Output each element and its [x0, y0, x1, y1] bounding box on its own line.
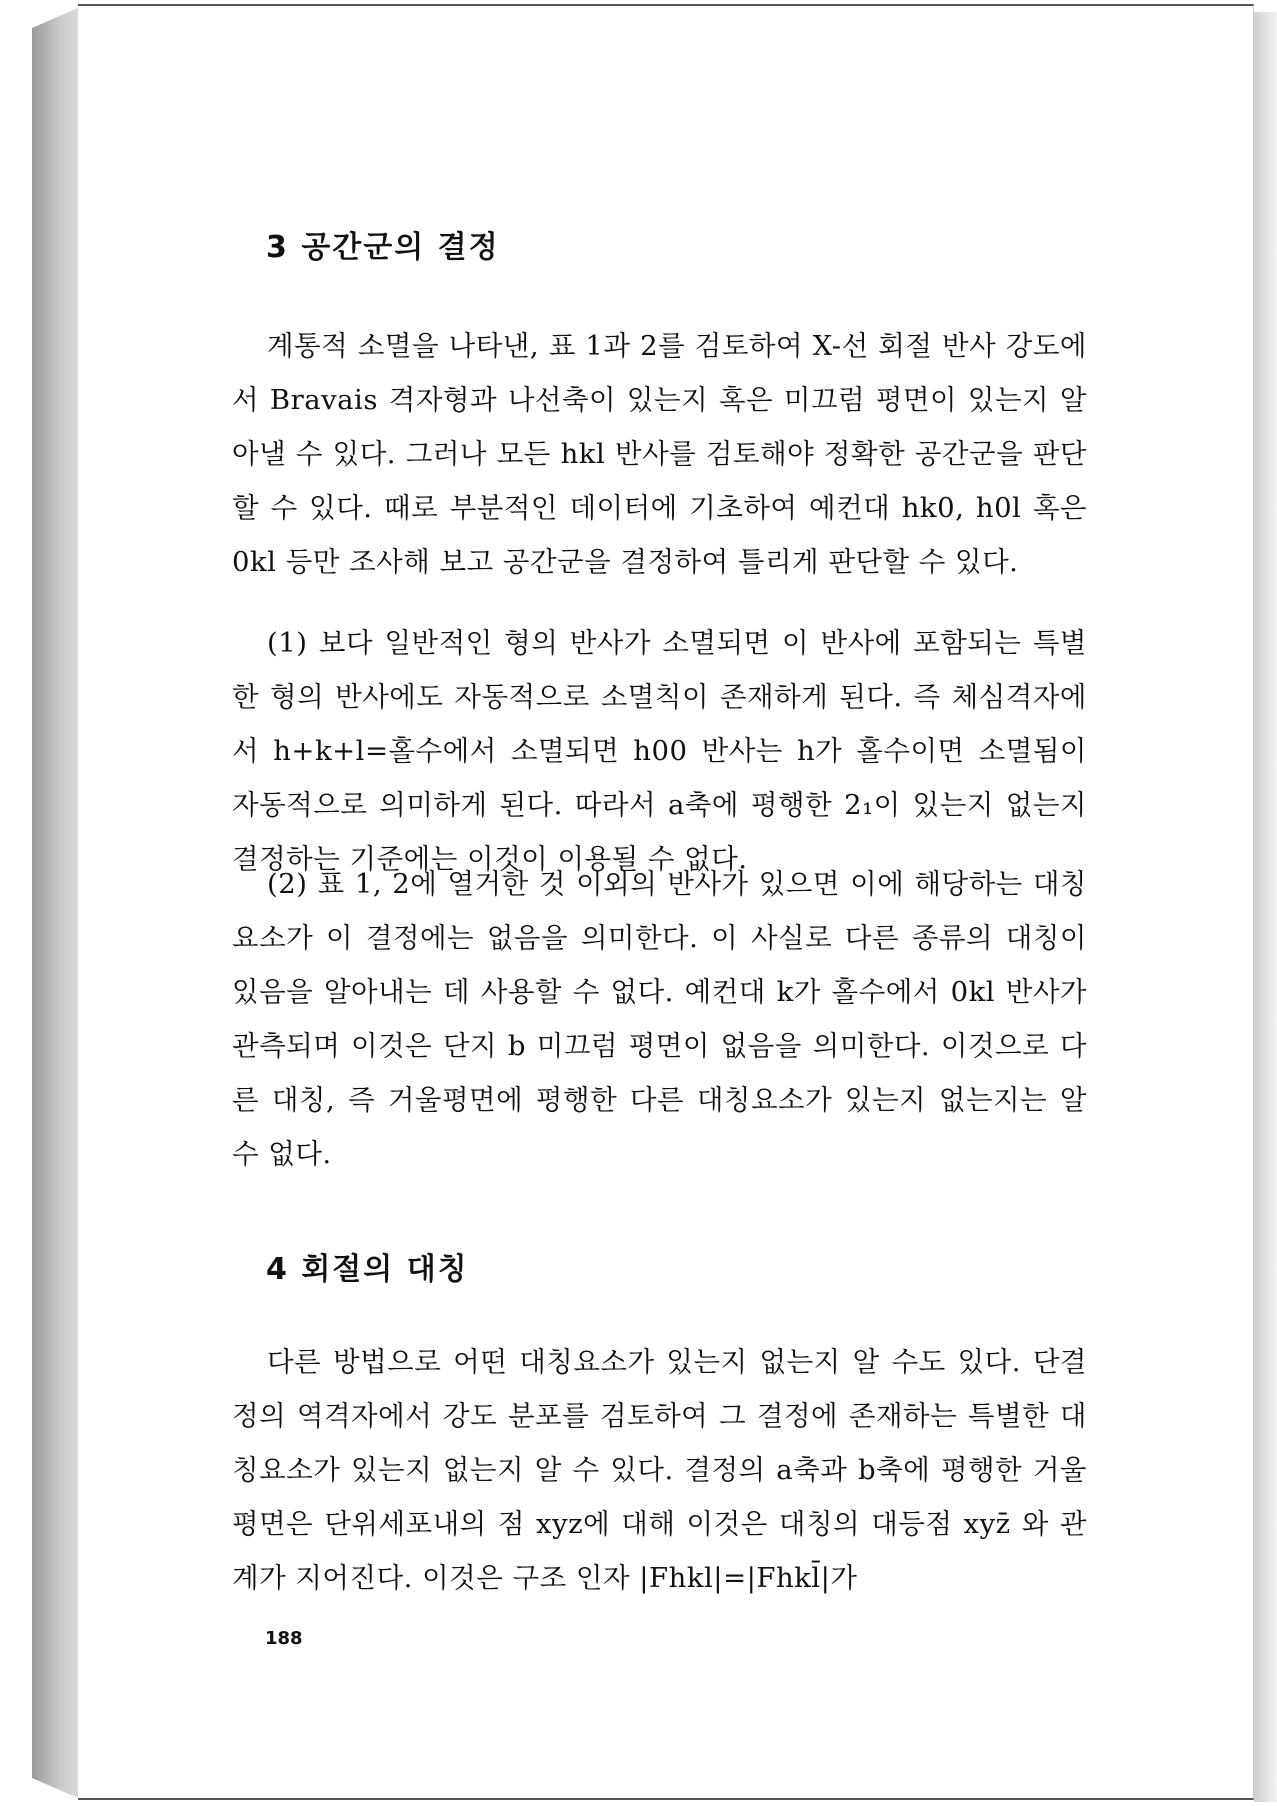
section-4-paragraph-1: 다른 방법으로 어떤 대칭요소가 있는지 없는지 알 수도 있다. 단결정의 역격자에서 강도 분포를 검토하여 그 결정에 존재하는 특별한 대칭요소가 있는지 없는지 알 수 있다. 결정의 a축과 b축에 평행한 거울평면은 단위세포내의 점 xyz에 대해 이것은 대칭의 대등점 xyz̄ 와 관계가 지어진다. 이것은 구조 인자 |Fhkl|=|Fhkl̄|가: [232, 1346, 1087, 1594]
section-4-title: 4 회절의 대칭: [266, 1252, 469, 1287]
section-3-paragraph-2: (1) 보다 일반적인 형의 반사가 소멸되면 이 반사에 포함되는 특별한 형의 반사에도 자동적으로 소멸칙이 존재하게 된다. 즉 체심격자에서 h+k+l=홀수에서 소멸되면 h00 반사는 h가 홀수이면 소멸됨이 자동적으로 의미하게 된다. 따라서 a축에 평행한 2₁이 있는지 없는지 결정하는 기준에는 이것이 이용될 수 없다.: [232, 627, 1087, 875]
book-spine: [32, 8, 78, 1798]
page-edge-shadow: [1254, 12, 1277, 1802]
section-3-paragraph-1: 계통적 소멸을 나타낸, 표 1과 2를 검토하여 X-선 회절 반사 강도에서 Bravais 격자형과 나선축이 있는지 혹은 미끄럼 평면이 있는지 알아낼 수 있다. 그러나 모든 hkl 반사를 검토해야 정확한 공간군을 판단할 수 있다. 때로 부분적인 데이터에 기초하여 예컨대 hk0, h0l 혹은 0kl 등만 조사해 보고 공간군을 결정하여 틀리게 판단할 수 있다.: [232, 330, 1087, 578]
section-3-title: 3 공간군의 결정: [266, 230, 500, 265]
section-3-paragraph-3: (2) 표 1, 2에 열거한 것 이외의 반사가 있으면 이에 해당하는 대칭요소가 이 결정에는 없음을 의미한다. 이 사실로 다른 종류의 대칭이 있음을 알아내는 데 사용할 수 없다. 예컨대 k가 홀수에서 0kl 반사가 관측되며 이것은 단지 b 미끄럼 평면이 없음을 의미한다. 이것으로 다른 대칭, 즉 거울평면에 평행한 다른 대칭요소가 있는지 없는지는 알 수 없다.: [232, 868, 1087, 1170]
page-number: 188: [265, 1628, 303, 1649]
